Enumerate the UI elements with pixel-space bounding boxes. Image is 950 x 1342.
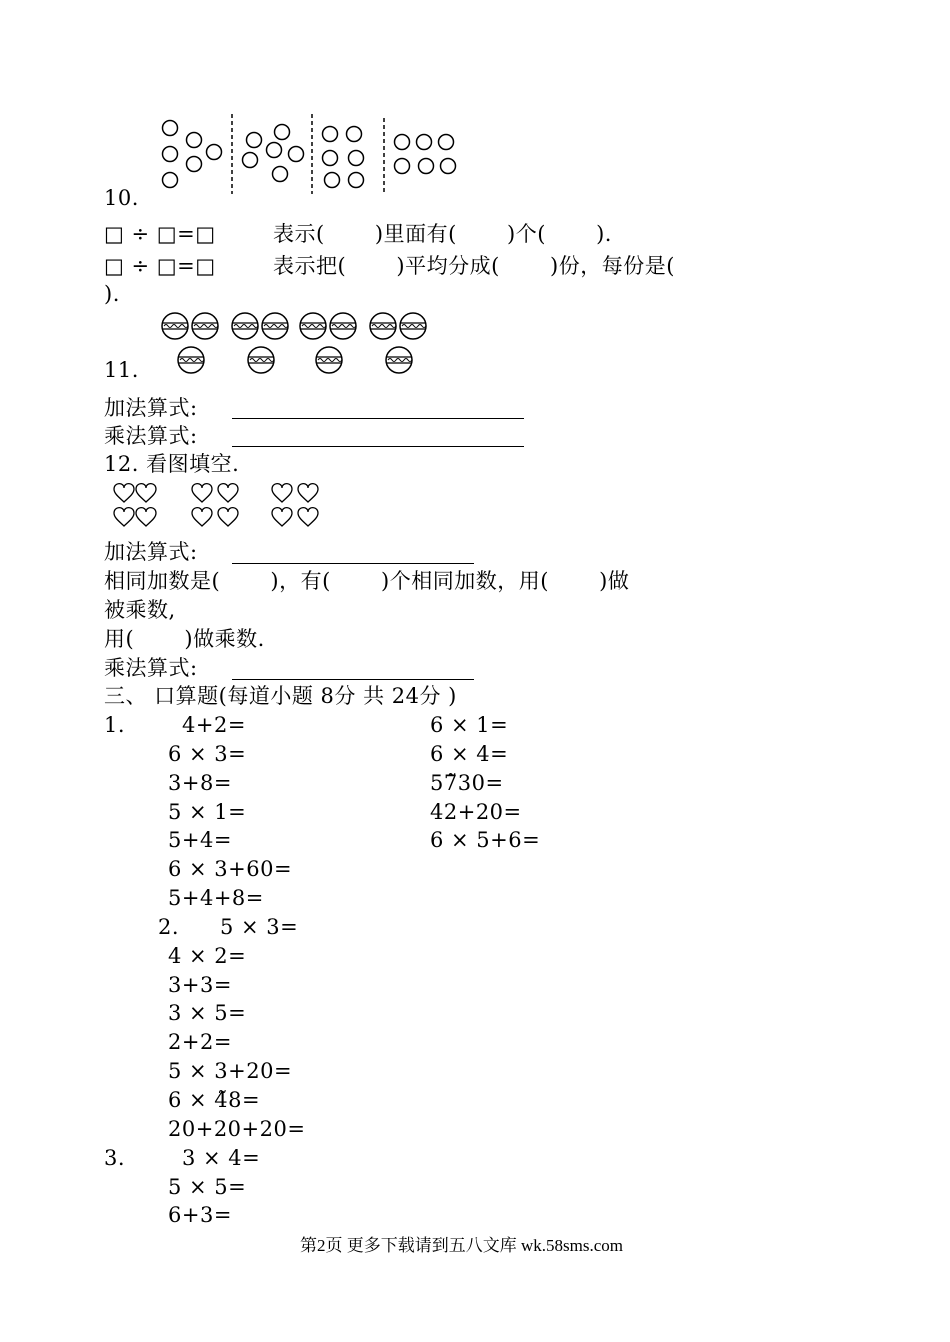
q11-add-label: 加法算式: (104, 396, 198, 420)
group1-item: 6 × 5+6= (430, 828, 541, 852)
q12-title: 12. 看图填空. (104, 452, 240, 476)
q10-number: 10. (104, 186, 139, 210)
q11-mul-answer-line (232, 446, 524, 447)
q10-line3: ). (104, 282, 120, 306)
group1-item: 5+4+8= (168, 886, 264, 910)
group1-item: 6 × 3+60= (168, 857, 293, 881)
q12-heart-figure (110, 480, 330, 532)
q12-same-addend-line: 相同加数是( )，有( )个相同加数，用( )做 (104, 569, 630, 593)
group1-item: 5 × 1= (168, 800, 247, 824)
section3-title: 三、 口算题(每道小题 8分 共 24分 ) (104, 684, 457, 708)
q12-mul-label: 乘法算式: (104, 656, 198, 680)
q12-add-answer-line (232, 563, 474, 564)
group2-item: 5 × 3+20= (168, 1059, 293, 1083)
q11-number: 11. (104, 358, 139, 382)
group2-item: 4 × 2= (168, 944, 247, 968)
q12-add-label: 加法算式: (104, 540, 198, 564)
group1-item: 6 × 3= (168, 742, 247, 766)
group1-item: 4+2= (182, 713, 246, 737)
group1-item: 6 × 4= (430, 742, 509, 766)
q10-line2: □ ÷ □=□ 表示把( )平均分成( )份，每份是( (104, 254, 675, 278)
group3-number: 3. (104, 1146, 126, 1170)
q12-mul-answer-line (232, 679, 474, 680)
group3-item: 3 × 4= (182, 1146, 261, 1170)
group2-item: 3 × 5= (168, 1001, 247, 1025)
group2-number: 2. (158, 915, 180, 939)
q10-line1: □ ÷ □=□ 表示( )里面有( )个( ). (104, 222, 612, 246)
group2-item: 2+2= (168, 1030, 232, 1054)
group3-item: 6+3= (168, 1203, 232, 1227)
group2-item: 20+20+20= (168, 1117, 306, 1141)
group1-item: 5+4= (168, 828, 232, 852)
group1-item: 42+20= (430, 800, 522, 824)
group3-item: 5 × 5= (168, 1175, 247, 1199)
q11-ball-figure (155, 310, 445, 380)
group2-item: 3+3= (168, 973, 232, 997)
q11-mul-label: 乘法算式: (104, 424, 198, 448)
group1-number: 1. (104, 713, 126, 737)
page-footer: 第2页 更多下载请到五八文库 wk.58sms.com (300, 1236, 623, 1255)
group2-item: 6 × 4̃8= (168, 1088, 261, 1112)
group1-item: 6 × 1= (430, 713, 509, 737)
group1-item: 57̃30= (430, 771, 504, 795)
q12-multiplier-line: 用( )做乘数. (104, 627, 265, 651)
q10-circle-figure (150, 112, 470, 194)
group2-item: 5 × 3= (220, 915, 299, 939)
q11-add-answer-line (232, 418, 524, 419)
group1-item: 3+8= (168, 771, 232, 795)
q12-multiplicand-line: 被乘数, (104, 598, 176, 622)
